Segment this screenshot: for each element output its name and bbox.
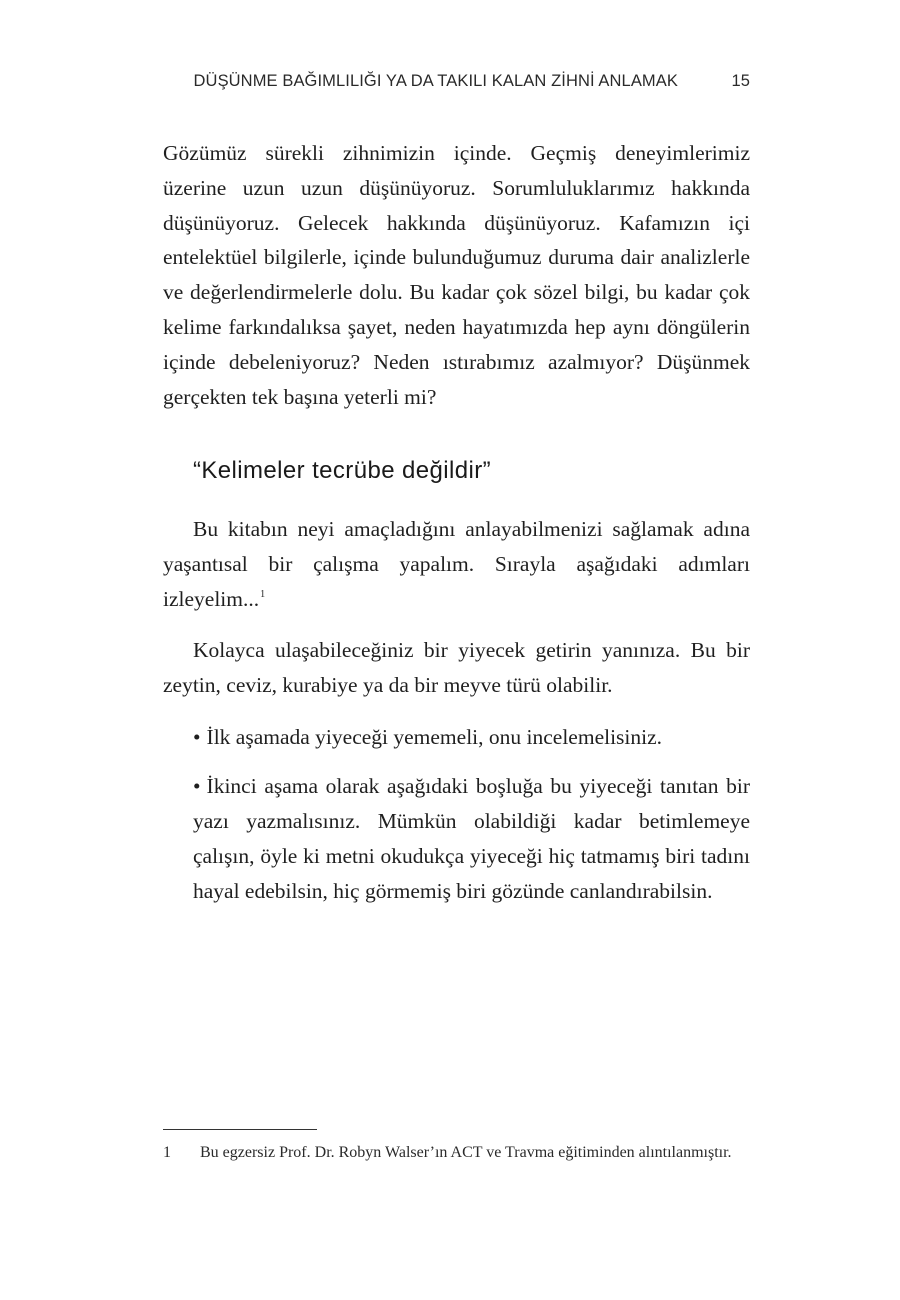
footnote-text: Bu egzersiz Prof. Dr. Robyn Walser’ın ACT ve Travma eğitiminden alıntılanmıştır. — [200, 1144, 732, 1161]
bullet-text: İlk aşamada yiyeceği yememeli, onu incelemelisiniz. — [206, 725, 663, 750]
paragraph-food: Kolayca ulaşabileceğiniz bir yiyecek getirin yanınıza. Bu bir zeytin, ceviz, kurabiye ya da bir meyve türü olabilir. — [163, 637, 750, 697]
footnote-reference: 1 — [260, 588, 266, 600]
main-text — [163, 136, 750, 908]
paragraph-exercise-intro — [163, 512, 750, 616]
running-head — [160, 72, 750, 96]
intro-paragraph: Gözümüz sürekli zihnimizin içinde. Geçmiş deneyimlerimiz üzerine uzun uzun düşünüyoruz. Sorumluluklarımız hakkında düşünüyoruz. Gelecek hakkında düşünüyoruz. Kafamızın içi entelektüel bilgilerle, içinde bulunduğumuz duruma dair analizlerle ve değerlendirmelerle dolu. Bu kadar çok sözel bilgi, bu kadar çok kelime farkındalıksa şayet, neden hayatımızda hep aynı döngülerin içinde debeleniyoruz? Neden ıstırabımız azalmıyor? Düşünmek gerçekten tek başına yeterli mi? — [163, 141, 750, 409]
running-title: DÜŞÜNME BAĞIMLILIĞI YA DA TAKILI KALAN ZİHNİ ANLAMAK — [193, 72, 678, 90]
bullet-item — [163, 769, 750, 908]
section-heading: “Kelimeler tecrübe değildir” — [193, 457, 491, 485]
bullet-text: İkinci aşama olarak aşağıdaki boşluğa bu yiyeceği tanıtan bir yazı yazmalısınız. Mümkün olabildiği kadar betimlemeye çalışın, öyle ki metni okudukça yiyeceği hiç tatmamış biri tadını hayal edebilsin, hiç görmemiş biri gözünde canlandırabilsin. — [193, 774, 750, 903]
footnote-number: 1 — [163, 1144, 171, 1161]
paragraph-exercise-intro-text: Bu kitabın neyi amaçladığını anlayabilmenizi sağlamak adına yaşantısal bir çalışma yapalım. Sırayla aşağıdaki adımları izleyelim... — [163, 517, 750, 611]
footnote-divider — [163, 1129, 317, 1130]
page-number: 15 — [731, 72, 750, 90]
bullet-mark: • — [193, 774, 201, 799]
bullet-mark: • — [193, 725, 201, 750]
footnote — [163, 1140, 750, 1166]
bullet-item — [163, 720, 750, 755]
